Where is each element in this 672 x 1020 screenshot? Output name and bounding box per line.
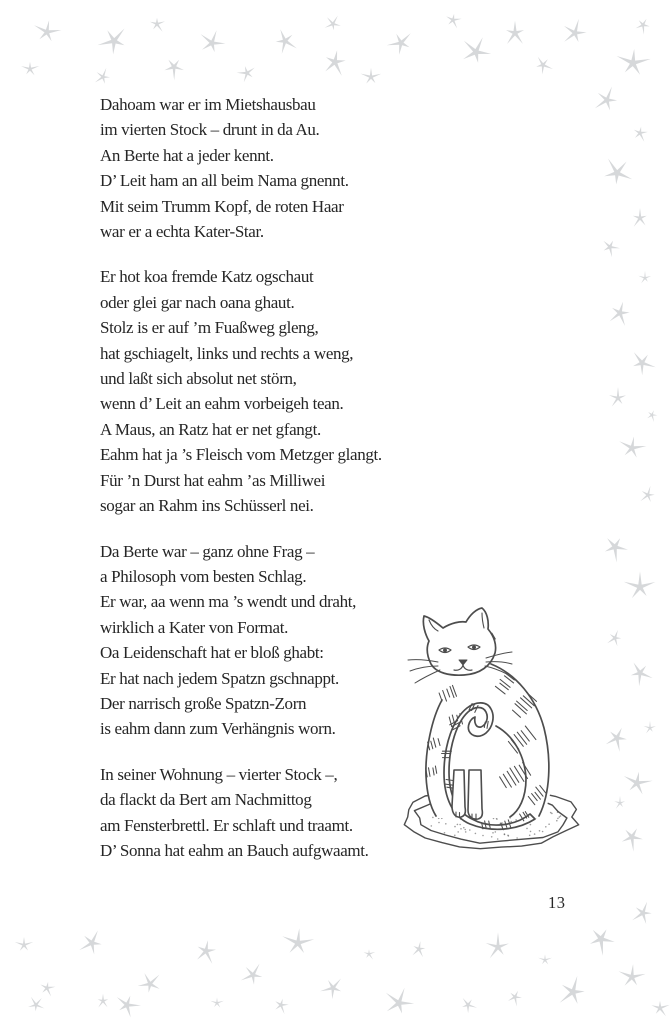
- poem-line: am Fensterbrettl. Er schlaft und traamt.: [100, 815, 353, 835]
- star-icon: [150, 18, 165, 32]
- star-icon: [237, 66, 255, 82]
- star-icon: [117, 996, 141, 1018]
- star-icon: [638, 271, 651, 283]
- poem-line: oder glei gar nach oana ghaut.: [100, 292, 295, 312]
- poem-line: im vierten Stock – drunt in da Au.: [100, 120, 320, 140]
- star-icon: [619, 964, 646, 986]
- star-icon: [610, 302, 630, 326]
- star-icon: [276, 29, 297, 53]
- star-icon: [21, 62, 39, 75]
- star-icon: [325, 50, 345, 76]
- star-icon: [210, 998, 224, 1008]
- star-icon: [15, 937, 33, 951]
- star-icon: [606, 728, 627, 752]
- star-icon: [595, 87, 617, 111]
- star-icon: [506, 21, 524, 44]
- star-icon: [604, 241, 621, 258]
- star-icon: [462, 998, 477, 1013]
- star-icon: [633, 352, 656, 375]
- star-icon: [361, 68, 382, 84]
- poem-line: Er hat nach jedem Spatzn gschnappt.: [100, 668, 339, 688]
- page-number: 13: [548, 893, 566, 912]
- poem-line: sogar an Rahm ins Schüsserl nei.: [100, 496, 314, 516]
- star-icon: [644, 721, 656, 734]
- star-icon: [413, 941, 426, 957]
- poem-line: hat gschiagelt, links und rechts a weng,: [100, 343, 354, 363]
- stanza: [100, 92, 382, 244]
- poem-line: und laßt sich absolut net störn,: [100, 369, 297, 389]
- star-icon: [634, 127, 648, 142]
- star-icon: [632, 902, 651, 924]
- star-icon: [560, 976, 585, 1004]
- star-icon: [463, 37, 491, 62]
- star-icon: [617, 49, 651, 75]
- star-icon: [34, 20, 61, 41]
- star-icon: [486, 932, 509, 958]
- poem-line: In seiner Wohnung – vierter Stock –,: [100, 764, 338, 784]
- star-icon: [28, 997, 44, 1012]
- star-icon: [636, 19, 650, 35]
- star-icon: [197, 940, 216, 964]
- star-icon: [609, 387, 626, 407]
- star-icon: [165, 60, 185, 81]
- stanza: [100, 762, 382, 864]
- poem-line: a Philosoph vom besten Schlag.: [100, 566, 307, 586]
- star-icon: [364, 949, 376, 959]
- star-icon: [241, 964, 262, 985]
- star-icon: [622, 828, 643, 851]
- star-icon: [633, 208, 647, 227]
- star-icon: [138, 973, 160, 993]
- poem-line: Der narrisch große Spatzn-Zorn: [100, 693, 307, 713]
- poem-line: Dahoam war er im Mietshausbau: [100, 95, 316, 114]
- poem-line: wirklich a Kater von Format.: [100, 617, 289, 637]
- star-icon: [605, 538, 628, 562]
- poem-line: Oa Leidenschaft hat er bloß ghabt:: [100, 643, 324, 663]
- star-icon: [640, 486, 654, 502]
- star-icon: [536, 57, 553, 75]
- star-icon: [98, 29, 125, 55]
- poem-line: D’ Sonna hat eahm an Bauch aufgwaamt.: [100, 840, 369, 860]
- poem-line: war er a echta Kater-Star.: [100, 222, 264, 242]
- star-icon: [631, 663, 653, 687]
- poem-line: An Berte hat a jeder kennt.: [100, 145, 274, 165]
- poem-line: Da Berte war – ganz ohne Frag –: [100, 541, 315, 561]
- star-icon: [201, 30, 226, 52]
- poem-line: Für ’n Durst hat eahm ’as Milliwei: [100, 470, 326, 490]
- star-icon: [95, 68, 110, 84]
- star-icon: [508, 991, 522, 1007]
- star-icon: [79, 930, 101, 954]
- poem-line: is eahm dann zum Verhängnis worn.: [100, 719, 336, 739]
- star-icon: [320, 979, 341, 1000]
- star-icon: [40, 982, 55, 997]
- poem-line: Er war, aa wenn ma ’s wendt und draht,: [100, 592, 357, 612]
- poem-line: da flackt da Bert am Nachmittog: [100, 790, 312, 810]
- star-icon: [604, 159, 632, 185]
- star-icon: [607, 630, 621, 646]
- star-icon: [619, 437, 646, 458]
- star-icon: [446, 14, 461, 29]
- poem-line: Eahm hat ja ’s Fleisch vom Metzger glangt.: [100, 445, 382, 465]
- cat-illustration: [398, 604, 588, 854]
- poem-line: Er hot koa fremde Katz ogschaut: [100, 267, 314, 287]
- star-icon: [624, 772, 653, 795]
- poem-line: Stolz is er auf ’m Fuaßweg gleng,: [100, 318, 319, 338]
- star-icon: [624, 572, 656, 599]
- star-icon: [325, 16, 341, 31]
- star-icon: [647, 410, 657, 422]
- poem-line: A Maus, an Ratz hat er net gfangt.: [100, 419, 321, 439]
- star-icon: [98, 994, 109, 1008]
- star-icon: [282, 928, 314, 953]
- poem-line: wenn d’ Leit an eahm vorbeigeh tean.: [100, 394, 344, 414]
- star-icon: [590, 929, 615, 955]
- star-icon: [275, 999, 288, 1014]
- star-icon: [564, 19, 587, 42]
- poem: [100, 92, 382, 883]
- star-icon: [614, 796, 625, 809]
- poem-line: D’ Leit ham an all beim Nama gnennt.: [100, 171, 349, 191]
- stanza: [100, 264, 382, 518]
- star-icon: [386, 988, 414, 1014]
- star-icon: [651, 1001, 669, 1016]
- star-icon: [538, 954, 552, 964]
- poem-line: Mit seim Trumm Kopf, de roten Haar: [100, 196, 344, 216]
- star-icon: [387, 33, 411, 55]
- stanza: [100, 539, 382, 742]
